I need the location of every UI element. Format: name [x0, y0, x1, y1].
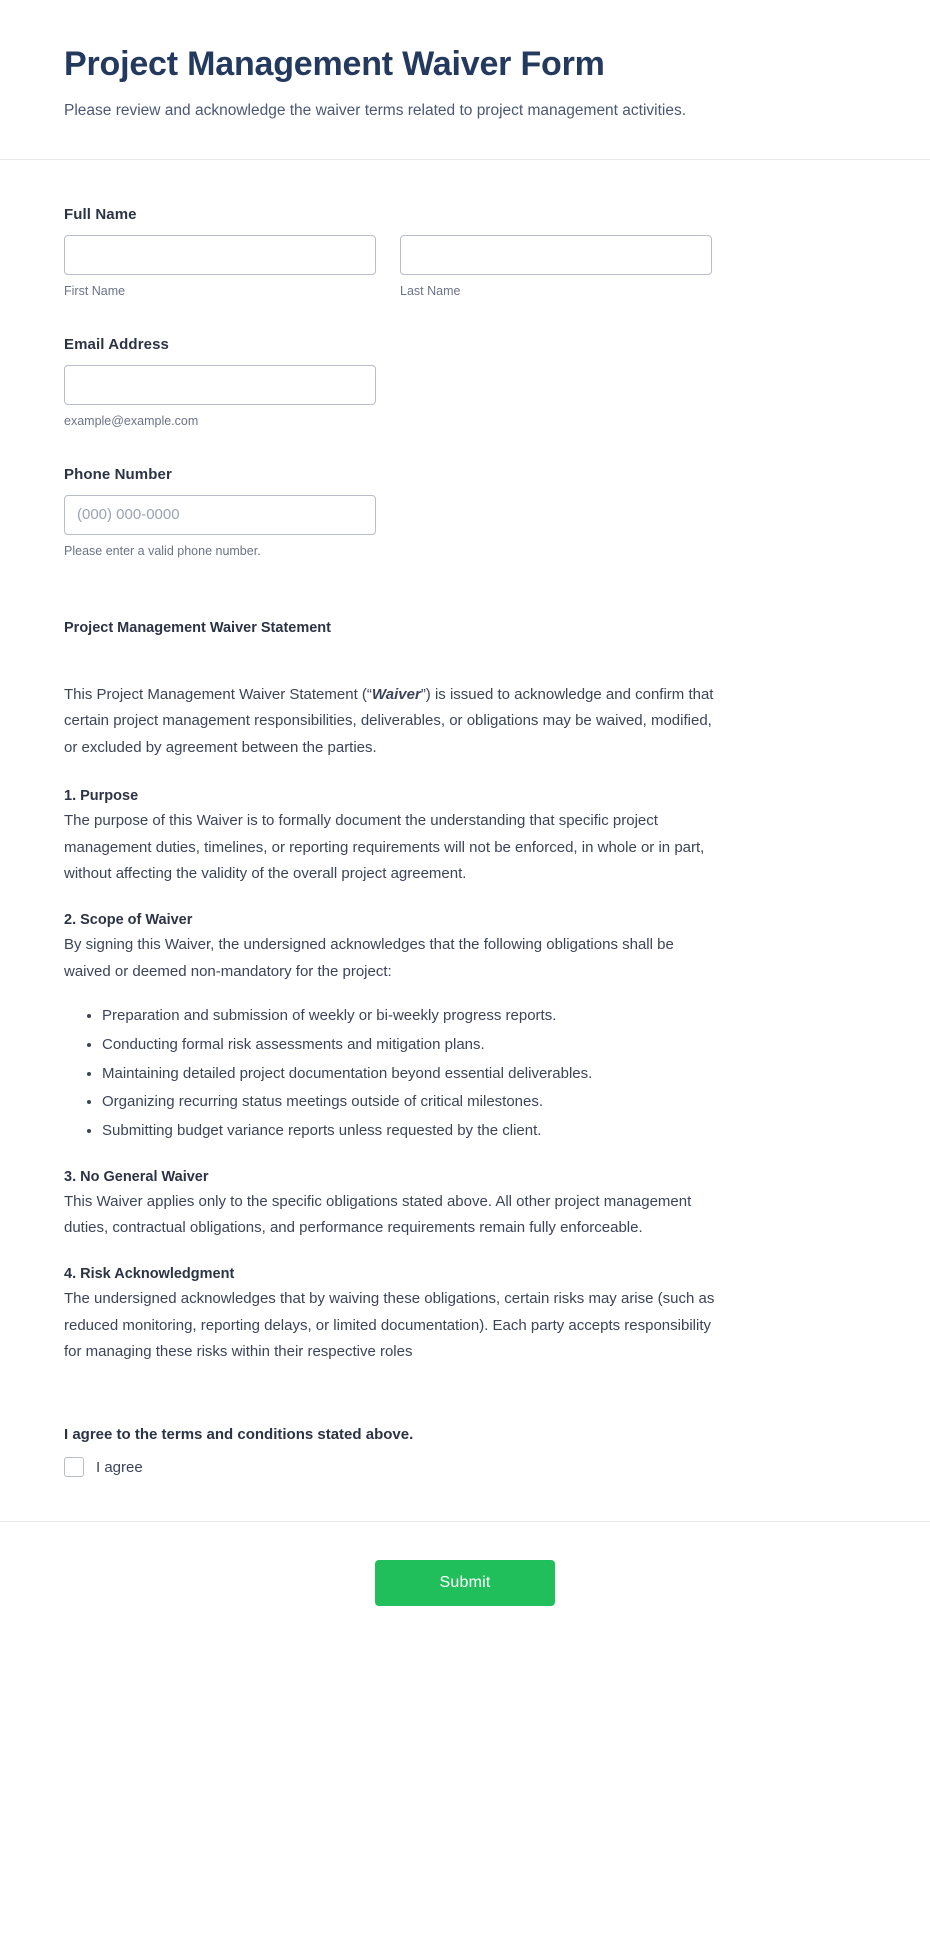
list-item: • Preparation and submission of weekly or bi-weekly progress reports.: [102, 1003, 724, 1030]
spacer: [64, 450, 866, 466]
waiver-statement-section: [64, 620, 866, 1366]
agreement-title: I agree to the terms and conditions stated above.: [64, 1426, 414, 1444]
agree-checkbox-label: I agree: [96, 1458, 143, 1476]
agree-checkbox-row[interactable]: [64, 1457, 866, 1477]
waiver-term-emphasis: Waiver: [371, 685, 421, 703]
clause-purpose: [64, 788, 724, 888]
email-label: Email Address: [64, 335, 169, 353]
clause-scope-of-waiver: [64, 912, 724, 1145]
clause-title: 1. Purpose: [64, 787, 139, 804]
form-footer: [0, 1521, 930, 1650]
agree-checkbox[interactable]: [64, 1457, 84, 1477]
list-item: • Maintaining detailed project documentation beyond essential deliverables.: [102, 1061, 724, 1088]
clause-title: 4. Risk Acknowledgment: [64, 1266, 235, 1283]
first-name-input[interactable]: [64, 235, 376, 275]
phone-label: Phone Number: [64, 465, 172, 483]
list-item: • Submitting budget variance reports unless requested by the client.: [102, 1118, 724, 1145]
clause-no-general-waiver: [64, 1169, 724, 1242]
waiver-statement-heading: Project Management Waiver Statement: [64, 619, 331, 636]
field-full-name: [64, 206, 866, 298]
last-name-col: [400, 235, 712, 298]
last-name-input[interactable]: [400, 235, 712, 275]
phone-sub-label: Please enter a valid phone number.: [64, 543, 261, 558]
page-subtitle: Please review and acknowledge the waiver terms related to project management activities.: [64, 102, 687, 120]
clause-title: 2. Scope of Waiver: [64, 911, 193, 928]
field-phone: [64, 466, 866, 558]
page-title: Project Management Waiver Form: [64, 45, 605, 83]
form-body: [0, 160, 930, 1503]
email-input[interactable]: [64, 365, 376, 405]
email-sub-label: example@example.com: [64, 413, 199, 428]
agreement-section: [64, 1426, 866, 1503]
form-header: [0, 0, 930, 160]
phone-input[interactable]: [64, 495, 376, 535]
waived-obligations-list: [64, 1003, 724, 1144]
full-name-label: Full Name: [64, 205, 137, 223]
full-name-inputs: [64, 235, 866, 298]
waiver-intro-before: This Project Management Waiver Statement (“: [64, 685, 372, 703]
list-item: • Conducting formal risk assessments and mitigation plans.: [102, 1032, 724, 1059]
submit-button[interactable]: Submit: [375, 1560, 555, 1606]
list-item: • Organizing recurring status meetings outside of critical milestones.: [102, 1089, 724, 1116]
spacer: [64, 320, 866, 336]
clause-text: By signing this Waiver, the undersigned acknowledges that the following obligations shall be waived or deemed non-mandatory for the project:: [64, 935, 674, 980]
waiver-intro-after: ”) is issued to acknowledge and confirm that certain project management responsibilities, deliverables, or obligations may be waived, modified, or excluded by agreement between the parties.: [64, 685, 714, 757]
first-name-col: [64, 235, 376, 298]
waiver-intro-paragraph: [64, 682, 724, 762]
clause-text: This Waiver applies only to the specific obligations stated above. All other project management duties, contractual obligations, and performance requirements remain fully enforceable.: [64, 1192, 692, 1237]
clause-risk-acknowledgment: [64, 1266, 724, 1366]
clause-text: The undersigned acknowledges that by waiving these obligations, certain risks may arise (such as reduced monitoring, reporting delays, or limited documentation). Each party accepts responsibility for managing these risks within their respective roles: [64, 1290, 715, 1361]
last-name-sub-label: Last Name: [400, 283, 461, 298]
field-email: [64, 336, 866, 428]
clause-text: The purpose of this Waiver is to formally document the understanding that specific project management duties, timelines, or reporting requirements will not be enforced, in whole or in part, without affecting the validity of the overall project agreement.: [64, 811, 705, 883]
clause-title: 3. No General Waiver: [64, 1168, 209, 1185]
first-name-sub-label: First Name: [64, 283, 126, 298]
